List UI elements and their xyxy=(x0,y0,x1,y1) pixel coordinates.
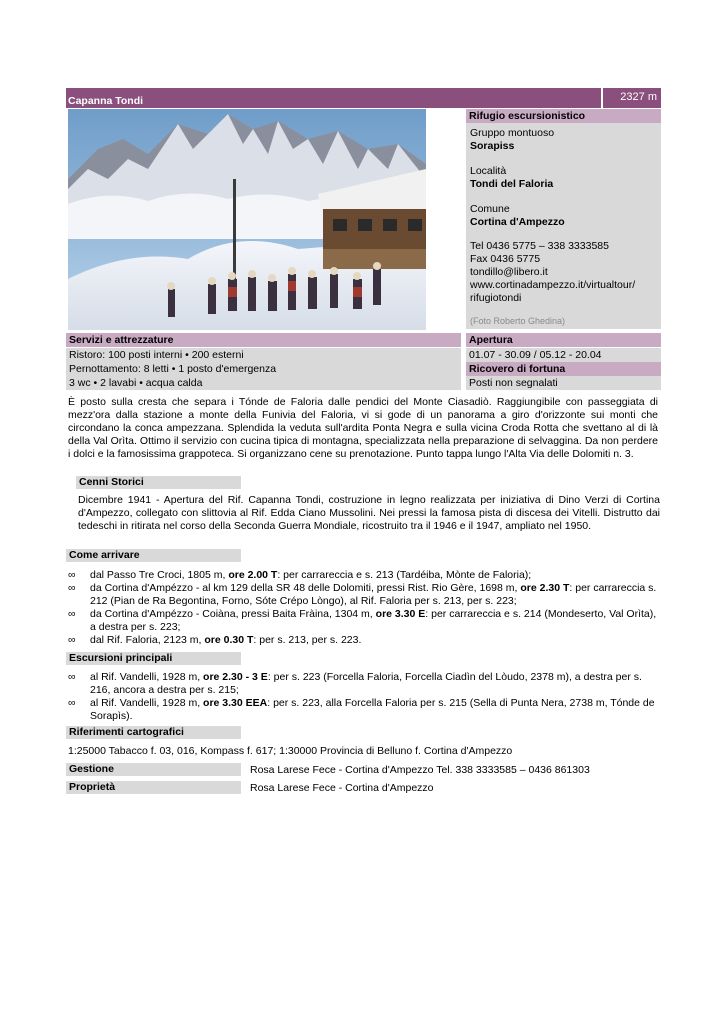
escursioni-list xyxy=(68,671,660,723)
proprieta-header: Proprietà xyxy=(66,781,241,794)
apertura-header: Apertura xyxy=(466,333,661,347)
photo-credit: (Foto Roberto Ghedina) xyxy=(470,316,566,326)
cartografici-header: Riferimenti cartografici xyxy=(66,726,241,739)
altitude-badge: 2327 m xyxy=(603,88,661,108)
arrivare-header: Come arrivare xyxy=(66,549,241,562)
place-label: Località xyxy=(470,165,507,177)
gestione-header: Gestione xyxy=(66,763,241,776)
hut-photo xyxy=(68,109,426,330)
hut-title: Capanna Tondi xyxy=(68,95,144,107)
fax-number: Fax 0436 5775 xyxy=(470,253,541,265)
mountain-photo-illustration xyxy=(68,109,426,330)
comune-value: Cortina d'Ampezzo xyxy=(470,216,565,228)
phone-number: Tel 0436 5775 – 338 3333585 xyxy=(470,240,609,252)
infinity-bullet-icon: ∞ xyxy=(68,697,76,709)
list-item: ∞ dal Rif. Faloria, 2123 m, ore 0.30 T: per s. 213, per s. 223. xyxy=(68,634,362,646)
list-item: ∞ da Cortina d'Ampézzo - Coiàna, pressi Baita Fràina, 1304 m, ore 3.30 E: per carrareccia e s. 214 (Mondeserto, Val Orìta), a destra per s. 223; xyxy=(68,608,657,633)
infinity-bullet-icon: ∞ xyxy=(68,582,76,594)
group-value: Sorapiss xyxy=(470,140,515,152)
storici-header: Cenni Storici xyxy=(76,476,241,489)
cartografici-text: 1:25000 Tabacco f. 03, 016, Kompass f. 617; 1:30000 Provincia di Belluno f. Cortina d'Ampezzo xyxy=(68,745,513,757)
infinity-bullet-icon: ∞ xyxy=(68,608,76,620)
services-row: 3 wc • 2 lavabi • acqua calda xyxy=(66,376,461,390)
hut-type: Rifugio escursionistico xyxy=(466,109,661,123)
apertura-value: 01.07 - 30.09 / 05.12 - 20.04 xyxy=(466,348,661,362)
ricovero-header: Ricovero di fortuna xyxy=(466,362,661,376)
infinity-bullet-icon: ∞ xyxy=(68,569,76,581)
storici-text: Dicembre 1941 - Apertura del Rif. Capanna Tondi, costruzione in legno realizzata per iniziativa di Dino Verzi di Cortina d'Ampezzo, collegato con slittovia al Rif. Edda Ciano Mussolini. Nei pressi la famosa pista di discesa dei Vitelli. Distrutto dai tedeschi in ritirata nel corso della Seconda Guerra Mondiale, ricostruito tra il 1946 e il 1947, ampliato nel 1950. xyxy=(78,494,660,532)
header-bar xyxy=(66,88,601,108)
group-label: Gruppo montuoso xyxy=(470,127,555,139)
services-header: Servizi e attrezzature xyxy=(66,333,461,347)
gestione-value: Rosa Larese Fece - Cortina d'Ampezzo Tel. 338 3333585 – 0436 861303 xyxy=(250,764,590,776)
proprieta-value: Rosa Larese Fece - Cortina d'Ampezzo xyxy=(250,782,434,794)
ricovero-value: Posti non segnalati xyxy=(466,376,661,390)
list-item: ∞ dal Passo Tre Croci, 1805 m, ore 2.00 T: per carrareccia e s. 213 (Tardéiba, Mònte de Faloria); xyxy=(68,569,532,581)
services-row: Pernottamento: 8 letti • 1 posto d'emergenza xyxy=(66,362,461,376)
list-item: ∞ al Rif. Vandelli, 1928 m, ore 3.30 EEA: per s. 223, alla Forcella Faloria per s. 215 (Sella di Punta Nera, 2738 m, Tónde de Sorapìs). xyxy=(68,697,655,722)
list-item: ∞ al Rif. Vandelli, 1928 m, ore 2.30 - 3 E: per s. 223 (Forcella Faloria, Forcella Ciadìn del Lòudo, 2378 m), a destra per s. 216, ancora a destra per s. 215; xyxy=(68,671,642,696)
list-item: ∞ da Cortina d'Ampézzo - al km 129 della SR 48 delle Dolomiti, pressi Rist. Rio Gère, 1698 m, ore 2.30 T: per carrareccia s. 212 (Pian de Ra Begontina, Forno, Sóte Crépo Lòngo), al Rif. Faloria per s. 213, per s. 223; xyxy=(68,582,657,607)
website-link-cont[interactable]: rifugiotondi xyxy=(470,292,522,304)
description-text: È posto sulla cresta che separa i Tónde de Faloria dalle pendici del Monte Ciasadiò. Raggiungibile con passeggiata di mezz'ora dalla stazione a monte della Funivia del Faloria, vi si gode di un panorama a giro d'orizzonte sui monti che circondano la conca ampezzana. Splendida la veduta sull'ardita Ponta Negra e sulla vicina Croda Rotta che svettano al di là della Val Orìta. Ottimo il servizio con cucina tipica di montagna, specializzata nella preparazione di selvaggina. Da non perdere i dolci e la famosissima grappoteca. Si organizzano cene su prenotazione. Punto tappa lungo l'Alta Via delle Dolomiti n. 3. xyxy=(68,396,658,460)
comune-label: Comune xyxy=(470,203,510,215)
email-link[interactable]: tondillo@libero.it xyxy=(470,266,548,278)
place-value: Tondi del Faloria xyxy=(470,178,554,190)
escursioni-header: Escursioni principali xyxy=(66,652,241,665)
infinity-bullet-icon: ∞ xyxy=(68,634,76,646)
arrivare-list xyxy=(68,569,660,647)
website-link[interactable]: www.cortinadampezzo.it/virtualtour/ xyxy=(470,279,636,291)
services-row: Ristoro: 100 posti interni • 200 esterni xyxy=(66,348,461,362)
infinity-bullet-icon: ∞ xyxy=(68,671,76,683)
